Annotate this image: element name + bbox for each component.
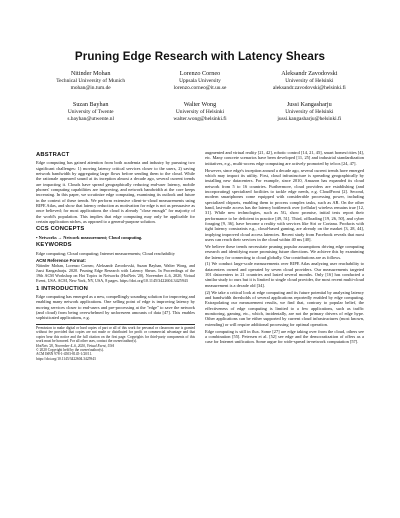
body-paragraph: Edge computing is still in flux. Some [27] are edge taking over from the cloud, others see a combination [55]. Petersen et al. [52] see edge and the democratization of offers as a case for Internet unification. Some argue for wide-spread in-network computation [57]. <box>205 328 364 345</box>
author-name: Walter Wong <box>183 101 217 108</box>
author-email: mohan@in.tum.de <box>70 84 111 91</box>
copyright-footnote <box>36 324 195 361</box>
author-affiliation: Technical University of Munich <box>56 78 126 84</box>
author-affiliation: University of Twente <box>67 109 114 115</box>
body-paragraph: We believe these trends necessitate pruning popular assumptions driving edge computing research and identifying more promising future directions. We achieve this by examining the latency for connecting to cloud globally. Our contributions are as follows. <box>205 243 364 260</box>
ccs-concepts: • Networks → Network measurement; Cloud computing. <box>36 234 143 240</box>
author-name: Suzan Bayhan <box>72 101 109 108</box>
author-block <box>36 70 364 122</box>
author-1 <box>36 70 145 91</box>
introduction-paragraph: Edge computing has emerged as a new, compellingly sounding solution for improving and enabling many network applications. One selling point of edge is improving latency by moving services closer to end-users and pre-processing at the "edge" to save the network (and cloud) from being overwhelmed by unforeseen amounts of data [47]. This enables sophisticated applications, e.g. <box>36 293 195 321</box>
introduction-heading: 1 INTRODUCTION <box>36 285 89 292</box>
paper-title: Pruning Edge Research with Latency Shears <box>74 50 326 63</box>
keywords-text: Edge computing; Cloud computing; Internet measurements; Cloud reachability <box>36 250 175 256</box>
ccs-heading: CCS CONCEPTS <box>36 226 85 233</box>
author-name: Nitinder Mohan <box>70 70 111 77</box>
right-column <box>205 150 364 361</box>
author-5 <box>145 101 254 122</box>
author-2 <box>145 70 254 91</box>
author-name: Jussi Kangasharju <box>286 101 332 108</box>
body-columns <box>36 150 364 361</box>
author-email: lorenzo.corneo@it.uu.se <box>173 84 227 91</box>
body-paragraph: augmented and virtual reality [21, 42], robotic control [14, 21, 45], smart homes/cities [4], etc. Many concrete scenarios have been developed [11, 25] and industrial standardization initiatives, e.g., multi-access edge computing are actively promoted by telcos [24, 47]. <box>205 150 364 166</box>
author-affiliation: University of Helsinki <box>285 78 334 84</box>
author-email: jussi.kangasharju@helsinki.fi <box>277 115 342 122</box>
author-affiliation: University of Helsinki <box>175 109 225 115</box>
author-affiliation: Uppsala University <box>179 78 221 84</box>
footnote-doi: https://doi.org/10.1145/3422604.3425943 <box>36 356 96 361</box>
footnote-venue: HotNets '20, November 4–6, 2020, Virtual Event, USA <box>36 343 115 348</box>
acm-reference-text: Nitinder Mohan, Lorenzo Corneo, Aleksandr Zavodovski, Suzan Bayhan, Walter Wong, and Jussi Kangasharju. 2020. Pruning Edge Research with Latency Shears. In Proceedings of the 19th ACM Workshop on Hot Topics in Networks (HotNets '20), November 4–6, 2020, Virtual Event, USA. ACM, New York, NY, USA, 8 pages. https://doi.org/10.1145/3422604.3425943 <box>36 263 195 284</box>
author-6 <box>255 101 364 122</box>
left-column <box>36 150 195 361</box>
author-4 <box>36 101 145 122</box>
author-3 <box>255 70 364 91</box>
abstract-text: Edge computing has gained attention from both academia and industry by pursuing two significant challenges: 1) moving latency critical services closer to the users, 2) saving network bandwidth by aggregating large flows before sending them to the cloud. While the rationale appeared sound at its inception almost a decade ago, several current trends are impacting it. Clouds have spread geographically reducing end-user latency, mobile phones' computing capabilities are improving, and network bandwidth at the core keeps increasing. In this paper, we scrutinize edge computing, examining its outlook and future in the context of these trends. We perform extensive client-to-cloud measurements using RIPE Atlas, and show that latency reduction as motivation for edge is not as persuasive as once believed; for most applications the cloud is already "close enough" for majority of the world's population. This implies that edge computing may only be applicable for certain application niches, as opposed to a general-purpose solution. <box>36 160 195 225</box>
body-paragraph: However, since edge's inception around a decade ago, several current trends have emerged which may impact its utility. First, cloud infrastructure is spreading geographically by installing new datacenters. For example, since 2010, Amazon has expanded its cloud network from 5 to 16 countries. Furthermore, cloud providers are establishing (and incorporating) specialized facilities to tackle edge needs, e.g. CloudFront [2]. Second, modern smartphones come equipped with considerable processing power, including specialized chipsets, enabling them to process complex tasks, such as AR. On the other hand, last-mile access has the latency bottleneck over (cellular) wireless remains true [12, 31]. While new technologies, such as 5G, show promise, initial tests report their performance to be deficient in practice [49, 51]. Third, offloading [19, 26, 50], and cyber foraging [9, 36], have become a reality with services like Siri or Cortana. Products with tight latency constraints e.g., cloud-based gaming, are already on the market [3, 28, 44], implying improved cloud access latencies. Recent study from Facebook reveals that most users can reach their services in the cloud within 40 ms [40]. <box>205 167 365 242</box>
abstract-heading: ABSTRACT <box>36 152 70 158</box>
contribution-item: (1) We conduct large-scale measurements over RIPE Atlas analyzing user reachability to datacenters owned and operated by seven cloud providers. Our measurements targeted 101 datacenters in 21 countries and lasted several months. Only [16] has conducted a similar study to ours but it is limited to single cloud provider, the most recent multi-cloud measurement is a decade old [34]. <box>205 261 364 288</box>
author-email: walter.wong@helsinki.fi <box>173 115 227 122</box>
footnote-copyright: © 2020 Copyright held by the owner/author(s). <box>36 347 104 352</box>
keywords-heading: KEYWORDS <box>36 242 72 249</box>
acm-reference-heading: ACM Reference Format: <box>36 257 87 263</box>
author-name: Aleksandr Zavodovski <box>281 70 338 77</box>
footnote-permission: Permission to make digital or hard copies of part or all of this work for personal or classroom use is granted without fee provided that copies are not made or distributed for profit or commercial advantage and that copies bear this notice and the full citation on the first page. Copyrights for third-party components of this work must be honored. For all other uses, contact the owner/author(s). <box>36 326 195 344</box>
author-name: Lorenzo Corneo <box>179 70 221 77</box>
footnote-isbn: ACM ISBN 978-1-4503-8145-1/20/11. <box>36 352 93 357</box>
author-email: s.bayhan@utwente.nl <box>67 115 114 122</box>
author-affiliation: University of Helsinki <box>285 109 334 115</box>
contribution-item: (2) We take a critical look at edge computing and its future potential by analyzing latency and bandwidth thresholds of several applications reportedly enabled by edge computing. Extrapolating our measurement results, we find that, contrary to popular belief, the effectiveness of edge computing is limited to a few applications, such as traffic monitoring, gaming, etc., which, incidentally, are not the primary drivers of edge hype. Other applications can be either supported by current cloud infrastructures (most known, extending) or will require additional processing for optimal operation. <box>205 289 364 327</box>
author-email: aleksandr.zavodovski@helsinki.fi <box>272 84 346 91</box>
